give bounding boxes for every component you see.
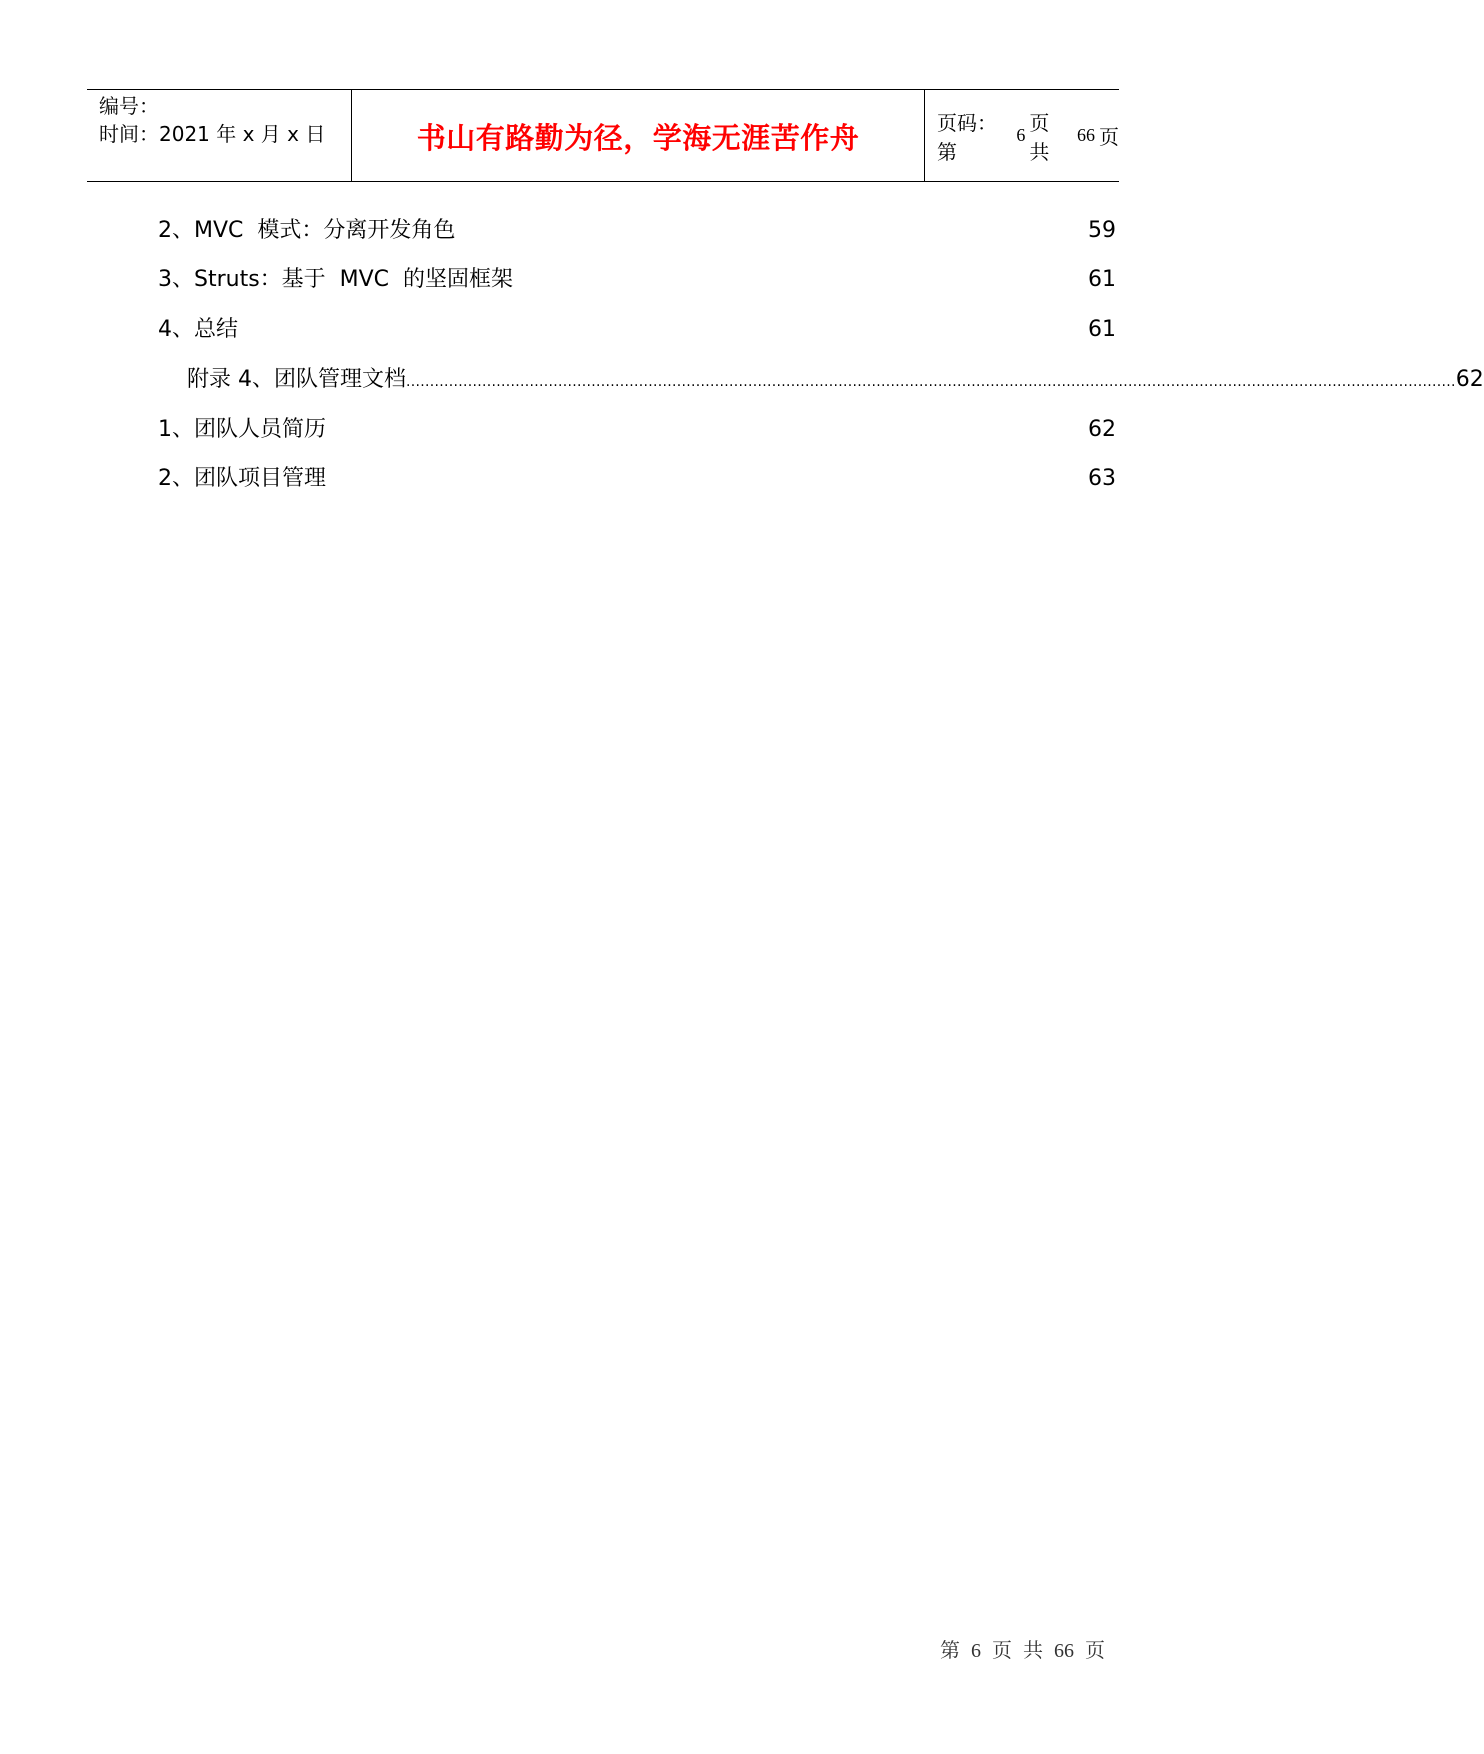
toc-entry-title: 2、MVC 模式：分离开发角色 bbox=[158, 218, 456, 243]
toc-entry-title: 1、团队人员简历 bbox=[158, 417, 326, 442]
toc-entry-title: 4、总结 bbox=[158, 317, 238, 342]
toc-entry-title: 附录 4、团队管理文档 bbox=[187, 367, 406, 392]
document-time-label: 时间：2021 年 x 月 x 日 bbox=[99, 122, 326, 146]
page-total: 66 bbox=[1077, 125, 1095, 145]
toc-entry-page: 62 bbox=[1088, 417, 1116, 442]
toc-entry-title: 3、Struts：基于 MVC 的坚固框架 bbox=[158, 267, 514, 292]
toc-entry-title: 2、团队项目管理 bbox=[158, 466, 326, 491]
toc-entry[interactable] bbox=[187, 360, 1484, 400]
toc-dot-leader: ............................................................................................................................................................................................................................. bbox=[406, 374, 1456, 390]
toc-entry-page: 61 bbox=[1088, 267, 1116, 292]
page-current: 6 bbox=[1016, 125, 1026, 145]
header-meta-cell bbox=[87, 90, 351, 181]
page-suffix: 页 bbox=[1099, 125, 1119, 149]
toc-entry[interactable] bbox=[158, 410, 1116, 450]
page-footer: 第 6 页 共 66 页 bbox=[940, 1640, 1105, 1662]
page-mid: 页 共 bbox=[1029, 110, 1050, 164]
toc-entry[interactable] bbox=[158, 459, 1116, 499]
toc-entry-page: 62 bbox=[1455, 367, 1484, 392]
toc-entry-page: 63 bbox=[1088, 466, 1116, 491]
toc-entry-page: 59 bbox=[1088, 218, 1116, 243]
toc-entry[interactable] bbox=[158, 260, 1116, 300]
header-motto: 书山有路勤为径，学海无涯苦作舟 bbox=[416, 121, 860, 155]
document-number-label: 编号： bbox=[99, 94, 159, 118]
header-motto-cell bbox=[351, 90, 925, 181]
toc-entry-page: 61 bbox=[1088, 317, 1116, 342]
page-header bbox=[87, 89, 1119, 182]
toc-entry[interactable] bbox=[158, 310, 1116, 350]
page-prefix: 页码：第 bbox=[937, 110, 997, 164]
toc-entry[interactable] bbox=[158, 211, 1116, 251]
header-page-cell bbox=[925, 90, 1119, 181]
